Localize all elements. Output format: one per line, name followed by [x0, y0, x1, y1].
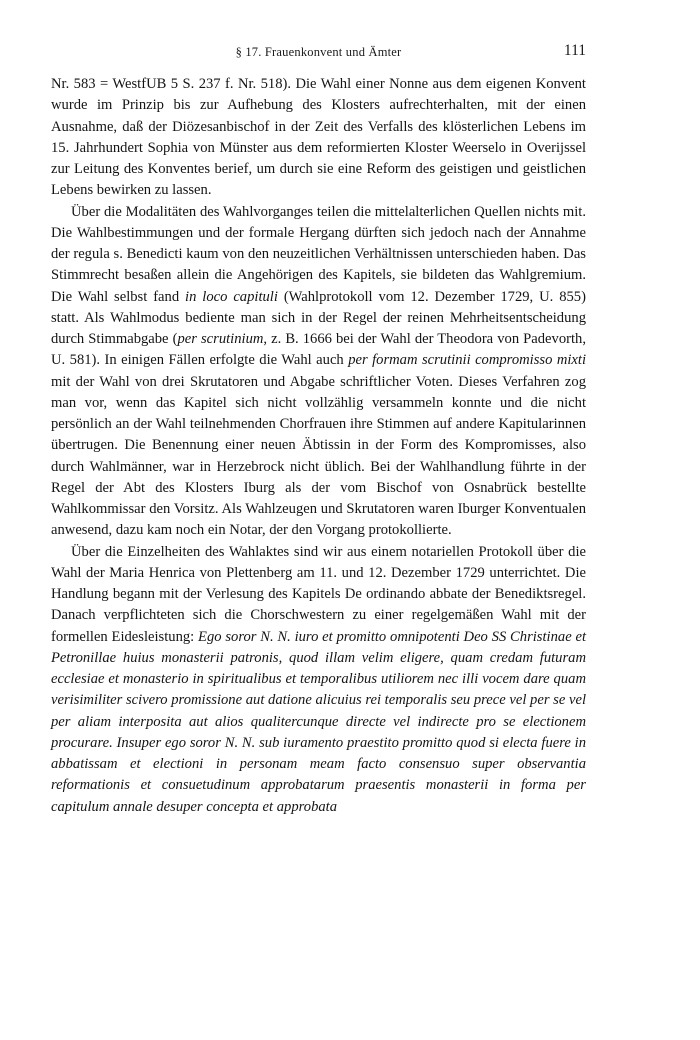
running-title: § 17. Frauenkonvent und Ämter	[235, 45, 402, 59]
paragraph-2-text-c: , z. B. 1666 bei der Wahl der Theodora von Padevorth, U. 581). In einigen Fällen erfolgte die Wahl auch	[51, 331, 586, 369]
paragraph-3-latin-oath: Ego soror N. N. iuro et promitto omnipotenti Deo SS Christinae et Petronillae huius monasterii patronis, quod illam velim eligere, quam credam futuram ecclesiae et monasterio in spiritualibus et temporalibus utiliorem nec illi vocem dare quam verisimiliter scivero promissione aut datione alicuius rei temporalis seu prece vel per se vel per aliam interposita aut alios qualitercunque directe vel indirecte pro se electionem procurare. Insuper ego soror N. N. sub iuramento praestito promitto quod si electa fuere in abbatissam et electioni in personam meam facto consensuo super observantia reformationis et consuetudinum approbatarum praesentis monasterii in forma per capitulum annale desuper concepta et approbata	[51, 628, 586, 815]
paragraph-2-italic-2: per scrutinium	[177, 331, 264, 347]
paragraph-3-text: Über die Einzelheiten des Wahlaktes sind wir aus einem notariellen Protokoll über die Wahl der Maria Henrica von Plettenberg am 11. und 12. Dezember 1729 unterrichtet. Die Handlung begann mit der Verlesung des Kapitels De ordinando abbate der Benediktsregel. Danach verpflichteten sich die Chorschwestern zu einer regelgemäßen Wahl mit der formellen Eidesleistung:	[51, 543, 586, 645]
page-number: 111	[563, 42, 586, 59]
paragraph-2-text-d: mit der Wahl von drei Skrutatoren und Abgabe schriftlicher Voten. Dieses Verfahren zog man vor, wenn das Kapitel sich nicht vollzählig versammeln konnte und die nicht persönlich an der Wahl teilnehmenden Chorfrauen ihre Stimmen auf andere Kapitularinnen übertrugen. Die Benennung einer neuen Äbtissin in der Form des Kompromisses, also durch Wahlmänner, war in Herzebrock nicht üblich. Bei der Wahlhandlung führte in der Regel der Abt des Klosters Iburg als der vom Bischof von Osnabrück bestellte Wahlkommissar den Vorsitz. Als Wahlzeugen und Skrutatoren waren Iburger Konventualen anwesend, dazu kam noch ein Notar, der den Vorgang protokollierte.	[51, 373, 586, 539]
paragraph-2-text-a: Über die Modalitäten des Wahlvorganges teilen die mittelalterlichen Quellen nichts mit. Die Wahlbestimmungen und der formale Hergang dürften sich jedoch nach der Annahme der regula s. Benedicti kaum von den neuzeitlichen Verhältnissen unterschieden haben. Das Stimmrecht besaßen allein die Angehörigen des Kapitels, sie bildeten das Wahlgremium. Die Wahl selbst fand	[51, 203, 586, 305]
paragraph-2	[51, 202, 586, 542]
body-text	[51, 74, 586, 818]
paragraph-3	[51, 542, 586, 818]
paragraph-2-text-b: (Wahlprotokoll vom 12. Dezember 1729, U. 855) statt. Als Wahlmodus bediente man sich in der Regel der reinen Mehrheitsentscheidung durch Stimmabgabe (	[51, 288, 586, 347]
paragraph-2-italic-1: in loco capituli	[185, 288, 278, 305]
paragraph-1: Nr. 583 = WestfUB 5 S. 237 f. Nr. 518). Die Wahl einer Nonne aus dem eigenen Konvent wurde im Prinzip bis zur Aufhebung des Klosters aufrechterhalten, mit der einen Ausnahme, daß der Diözesanbischof in der Zeit des Verfalls des klösterlichen Lebens im 15. Jahrhundert Sophia von Münster aus dem reformierten Kloster Weerselo in Overijssel zur Leitung des Konventes berief, um durch sie eine Reform des geistigen und geistlichen Lebens bewirken zu lassen.	[51, 76, 586, 199]
paragraph-2-italic-3: per formam scrutinii compromisso mixti	[348, 352, 587, 369]
running-header	[51, 42, 586, 62]
